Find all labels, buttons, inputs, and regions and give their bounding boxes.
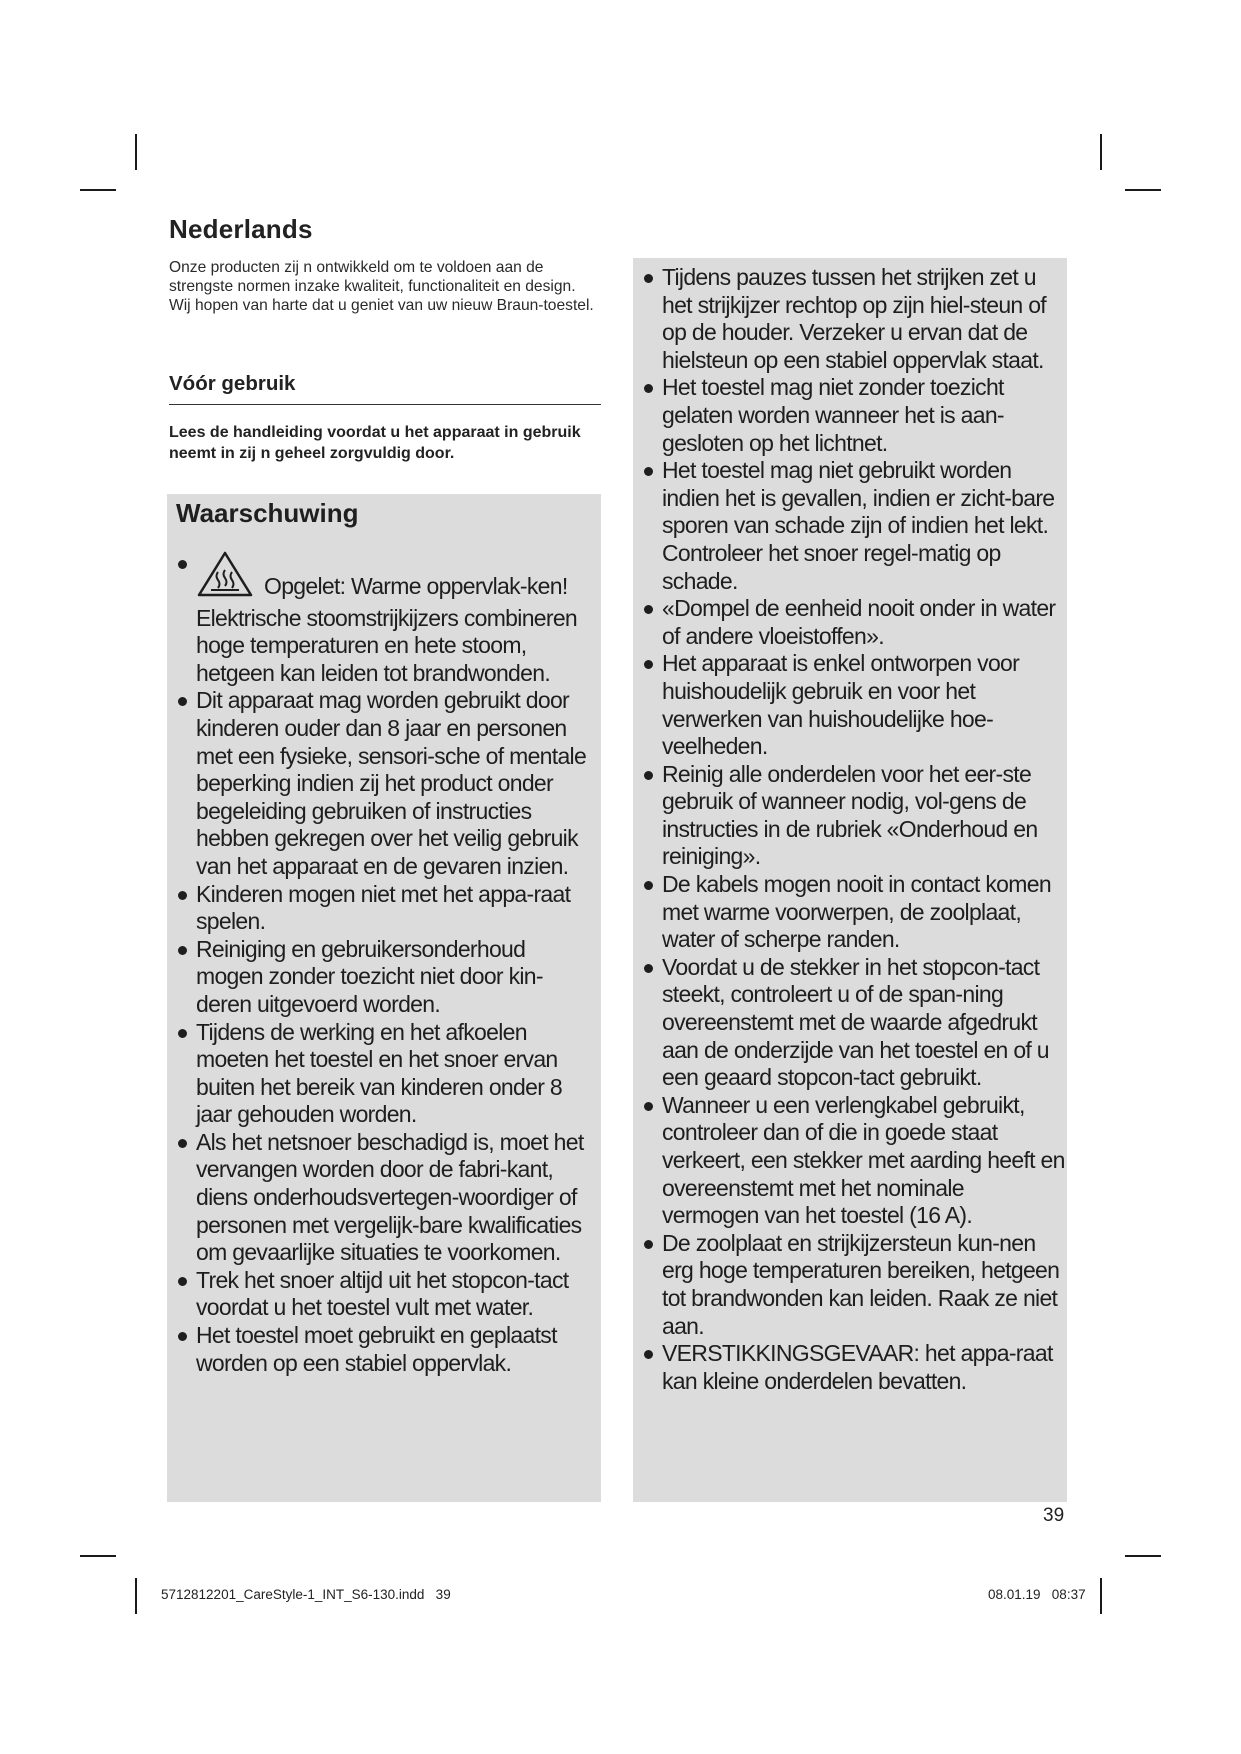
list-item: Tijdens pauzes tussen het strijken zet u het strijkijzer rechtop op zijn hiel-steun of op de houder. Verzeker u ervan dat de hielsteun op een stabiel oppervlak staat. xyxy=(641,264,1065,374)
intro-paragraph: Onze producten zij n ontwikkeld om te voldoen aan de strengste normen inzake kwaliteit, functionaliteit en design. Wij hopen van harte dat u geniet van uw nieuw Braun-toestel. xyxy=(169,259,594,314)
list-item: De kabels mogen nooit in contact komen met warme voorwerpen, de zoolplaat, water of scherpe randen. xyxy=(641,871,1065,954)
footer-timestamp: 08.01.19 08:37 xyxy=(988,1587,1086,1602)
left-column xyxy=(169,214,601,462)
crop-mark xyxy=(135,134,137,170)
warning-list xyxy=(175,550,595,1377)
list-item-text: Opgelet: Warme oppervlak-ken! Elektrische stoomstrijkijzers combineren hoge temperaturen en hete stoom, hetgeen kan leiden tot brandwonden. xyxy=(196,573,578,686)
lead-paragraph: Lees de handleiding voordat u het apparaat in gebruik neemt in zij n geheel zorgvuldig door. xyxy=(169,424,581,462)
warning-box xyxy=(167,494,601,1502)
list-item: Reinig alle onderdelen voor het eer-ste gebruik of wanneer nodig, vol-gens de instructies in de rubriek «Onderhoud en reiniging». xyxy=(641,761,1065,871)
list-item: Het toestel mag niet zonder toezicht gelaten worden wanneer het is aan-gesloten op het lichtnet. xyxy=(641,374,1065,457)
list-item: Trek het snoer altijd uit het stopcon-tact voordat u het toestel vult met water. xyxy=(175,1267,595,1322)
hot-surface-warning-icon xyxy=(196,550,254,605)
list-item xyxy=(175,550,595,687)
safety-box xyxy=(633,258,1067,1502)
crop-mark xyxy=(1100,134,1102,170)
list-item: Dit apparaat mag worden gebruikt door kinderen ouder dan 8 jaar en personen met een fysieke, sensori-sche of mentale beperking indien zij het product onder begeleiding gebruiken of instructies hebben gekregen over het veilig gebruik van het apparaat en de gevaren inzien. xyxy=(175,687,595,880)
crop-mark xyxy=(1125,1555,1161,1557)
crop-mark xyxy=(1125,189,1161,191)
list-item: Kinderen mogen niet met het appa-raat spelen. xyxy=(175,881,595,936)
crop-mark xyxy=(1100,1578,1102,1614)
list-item: Tijdens de werking en het afkoelen moeten het toestel en het snoer ervan buiten het bereik van kinderen onder 8 jaar gehouden worden. xyxy=(175,1019,595,1129)
list-item: Het apparaat is enkel ontworpen voor huishoudelijk gebruik en voor het verwerken van huishoudelijke hoe-veelheden. xyxy=(641,650,1065,760)
crop-mark xyxy=(135,1578,137,1614)
page-number: 39 xyxy=(1043,1505,1065,1526)
list-item: VERSTIKKINGSGEVAAR: het appa-raat kan kleine onderdelen bevatten. xyxy=(641,1340,1065,1395)
warning-title: Waarschuwing xyxy=(176,498,359,528)
crop-mark xyxy=(80,189,116,191)
safety-list xyxy=(641,264,1065,1395)
section-heading: Vóór gebruik xyxy=(169,372,601,405)
list-item: De zoolplaat en strijkijzersteun kun-nen erg hoge temperaturen bereiken, hetgeen tot brandwonden kan leiden. Raak ze niet aan. xyxy=(641,1230,1065,1340)
list-item: Voordat u de stekker in het stopcon-tact steekt, controleert u of de span-ning overeenstemt met de waarde afgedrukt aan de onderzijde van het toestel en of u een geaard stopcon-tact gebruikt. xyxy=(641,954,1065,1092)
list-item: Het toestel moet gebruikt en geplaatst worden op een stabiel oppervlak. xyxy=(175,1322,595,1377)
footer-filename: 5712812201_CareStyle-1_INT_S6-130.indd 39 xyxy=(161,1587,451,1602)
list-item: Reiniging en gebruikersonderhoud mogen zonder toezicht niet door kin-deren uitgevoerd worden. xyxy=(175,936,595,1019)
list-item: Wanneer u een verlengkabel gebruikt, controleer dan of die in goede staat verkeert, een stekker met aarding heeft en overeenstemt met het nominale vermogen van het toestel (16 A). xyxy=(641,1092,1065,1230)
crop-mark xyxy=(80,1555,116,1557)
list-item: Het toestel mag niet gebruikt worden indien het is gevallen, indien er zicht-bare sporen van schade zijn of indien het lekt. Controleer het snoer regel-matig op schade. xyxy=(641,457,1065,595)
list-item: «Dompel de eenheid nooit onder in water of andere vloeistoffen». xyxy=(641,595,1065,650)
list-item: Als het netsnoer beschadigd is, moet het vervangen worden door de fabri-kant, diens onderhoudsvertegen-woordiger of personen met vergelijk-bare kwalificaties om gevaarlijke situaties te voorkomen. xyxy=(175,1129,595,1267)
page-title: Nederlands xyxy=(169,214,313,244)
